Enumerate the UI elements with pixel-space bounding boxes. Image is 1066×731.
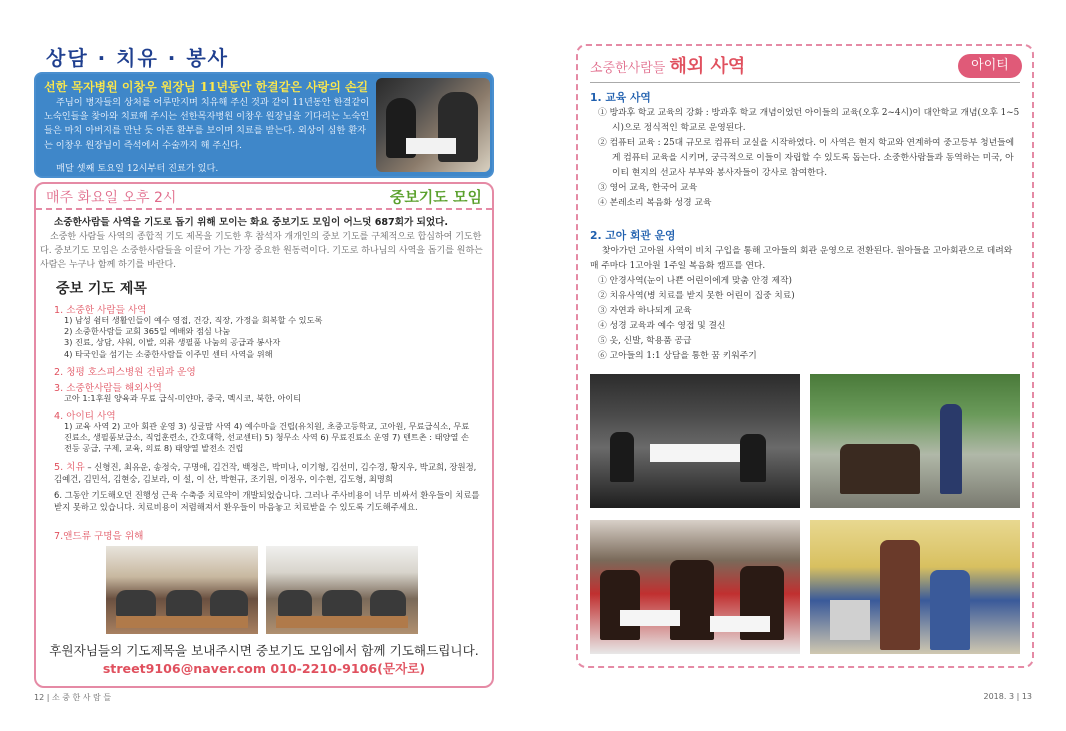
list-item: ⑤ 옷, 신발, 학용품 공급 — [598, 336, 692, 346]
prayer-section-3-text: 고아 1:1후원 양육과 무료 급식-미얀마, 중국, 멕시코, 북한, 아이티 — [64, 393, 302, 403]
overseas-section-2: 2. 고아 회관 운영 — [590, 229, 676, 242]
section-header: 상담 · 치유 · 봉사 — [46, 46, 229, 70]
list-item: ② 컴퓨터 교육 : 25대 규모로 컴퓨터 교실을 시작하였다. 이 사역은 현지 학교와 연계하여 중고등부 청년들에게 컴퓨터 교육을 시키며, 궁극적으로 이들이 자립할 수 있도록 돕는다. 소중한사람들과 동역하는 미국, 아이티 현지의 선교사 부부와 봉사자들이 강사로 참여한다. — [598, 138, 1015, 178]
prayer-photo-2 — [266, 546, 418, 634]
divider — [590, 82, 1020, 83]
prayer-section-3: 3. 소중한사람들 해외사역 — [54, 383, 162, 394]
prayer-section-2: 2. 청평 호스피스병원 건립과 운영 — [54, 367, 196, 378]
overseas-section-2-items — [598, 274, 1022, 364]
contact-info: street9106@naver.com 010-2210-9106(문자로) — [102, 661, 426, 676]
story-note: 매달 셋째 토요일 12시부터 진료가 있다. — [56, 163, 219, 174]
prayer-section-5-text: – 신형진, 최유운, 송정숙, 구명애, 김건작, 백정은, 박미나, 이기형, 김선미, 김수경, 황지우, 박교희, 장원정, 김예건, 김민석, 김현숭, 김보라, 이 설, 이 산, 박현규, 조기원, 이정우, 이수현, 김도형, 최명희 — [54, 462, 477, 484]
prayer-box — [34, 182, 494, 688]
footer-left: 12 | 소 중 한 사 람 들 — [34, 693, 112, 702]
prayer-section-1: 1. 소중한 사람들 사역 — [54, 305, 147, 316]
list-item: 4) 타국인을 섬기는 소중한사람들 이주민 센터 사역을 위해 — [64, 348, 273, 359]
prayer-intro: 소중한 사람들 사역의 종합적 기도 제목을 기도한 후 참석자 개개인의 중보 기도를 구체적으로 합심하여 기도한다. 중보기도 모임은 소중한사람들을 이끌어 가는 가장 중요한 원동력이다. 기도로 하나님의 사역을 돕기를 원하는 사람은 누구나 함께 하기를 바란다. — [40, 232, 483, 270]
computer-class-photo — [590, 520, 800, 654]
prayer-section-1-items — [64, 315, 484, 360]
overseas-section-1: 1. 교육 사역 — [590, 91, 651, 104]
story-box — [34, 72, 494, 178]
prayer-section-5-label: 5. 치유 — [54, 462, 85, 473]
overseas-box — [576, 44, 1034, 668]
prayer-section-6: 6. 그동안 기도해오던 진행성 근육 수축증 치료약이 개발되었습니다. 그러나 주사비용이 너무 비싸서 환우들이 치료를 받지 못하고 있습니다. 치료비용이 저렴해져서 환우들이 마음놓고 치료받을 수 있도록 기도해주세요. — [54, 490, 480, 512]
prayer-section-5 — [54, 462, 484, 486]
story-body: 주님이 병자들의 상처를 어루만지며 치유해 주신 것과 같이 11년동안 한결같이 노숙인들을 찾아와 치료해 주시는 선한목자병원 이창우 원장님을 기다리는 노숙인들은 마치 아버지를 만난 듯 아픈 환부를 보이며 치료를 받는다. 외상이 심한 환자는 이창우 원장님이 즉석에서 수술까지 해 주신다. — [44, 97, 370, 151]
overseas-title-prefix: 소중한사람들 — [590, 61, 666, 76]
list-item: ⑥ 고아들의 1:1 상담을 통한 꿈 키워주기 — [598, 351, 757, 361]
list-item: ② 치유사역(병 치료를 받지 못한 어린이 집중 치료) — [598, 291, 795, 301]
list-item: ① 방과후 학교 교육의 강화 : 방과후 학교 개념이었던 아이들의 교육(오후 2~4시)이 대안학교 개념(오후 1~5시)으로 정식적인 학교로 운영된다. — [598, 108, 1020, 133]
list-item: 2) 소중한사람들 교회 365일 예배와 점심 나눔 — [64, 326, 231, 337]
list-item: ④ 성경 교육과 예수 영접 및 결신 — [598, 321, 726, 331]
list-item: ③ 영어 교육, 한국어 교육 — [598, 183, 698, 193]
overseas-title-main: 해외 사역 — [669, 56, 746, 77]
list-item: ③ 자연과 하나되게 교육 — [598, 306, 692, 316]
overseas-section-2-intro: 찾아가던 고아원 사역이 비치 구입을 통해 고아들의 회관 운영으로 전환된다. 원아들을 고아회관으로 데려와 매 주마다 1고아원 1주일 복음화 캠프를 연다. — [590, 246, 1013, 271]
dental-care-photo — [810, 520, 1020, 654]
doctor-photo — [376, 78, 490, 172]
country-badge: 아이티 — [958, 54, 1022, 78]
contact-message: 후원자님들의 기도제목을 보내주시면 중보기도 모임에서 함께 기도해드립니다. — [49, 643, 479, 658]
list-item: 3) 진료, 상담, 샤워, 이발, 의류 생필품 나눔의 공급과 봉사자 — [64, 337, 281, 348]
prayer-bold-text: 소중한사람들 사역을 기도로 돕기 위해 모이는 화요 중보기도 모임이 어느덧 687회가 되었다. — [54, 217, 449, 228]
story-title: 선한 목자병원 이창우 원장님 11년동안 한결같은 사랑의 손길 — [44, 80, 369, 94]
prayer-name: 중보기도 모임 — [389, 188, 482, 206]
footer-right: 2018. 3 | 13 — [983, 692, 1032, 701]
list-item: 1) 남성 쉼터 생활인들이 예수 영접, 건강, 직장, 가정을 회복할 수 있도록 — [64, 315, 323, 325]
outdoor-photo — [810, 374, 1020, 508]
overseas-section-1-items — [598, 106, 1022, 211]
overseas-title — [590, 52, 745, 78]
list-item: ④ 본레소리 복음화 성경 교육 — [598, 198, 712, 208]
prayer-section-4-text: 1) 교육 사역 2) 고아 회관 운영 3) 싱글맘 사역 4) 예수마을 건립(유치원, 초중고등학교, 고아원, 무료급식소, 무료진료소, 생필품보급소, 직업훈련소, 간호대학, 선교센터) 5) 청무소 사역 6) 무료진료소 운영 7) 텐트촌 : 태양열 손전등 공급, 구제, 교육, 의료 8) 태양열 발전소 건립 — [64, 421, 470, 454]
prayer-photo-1 — [106, 546, 258, 634]
prayer-section-4: 4. 아이티 사역 — [54, 411, 116, 422]
prayer-time: 매주 화요일 오후 2시 — [46, 190, 177, 206]
list-item: ① 안경사역(눈이 나쁜 어린이에게 맞춤 안경 제작) — [598, 276, 792, 286]
prayer-section-7: 7.앤드류 구명을 위해 — [54, 531, 144, 542]
prayer-header — [36, 184, 492, 210]
classroom-photo — [590, 374, 800, 508]
prayer-list-title: 중보 기도 제목 — [56, 281, 147, 297]
